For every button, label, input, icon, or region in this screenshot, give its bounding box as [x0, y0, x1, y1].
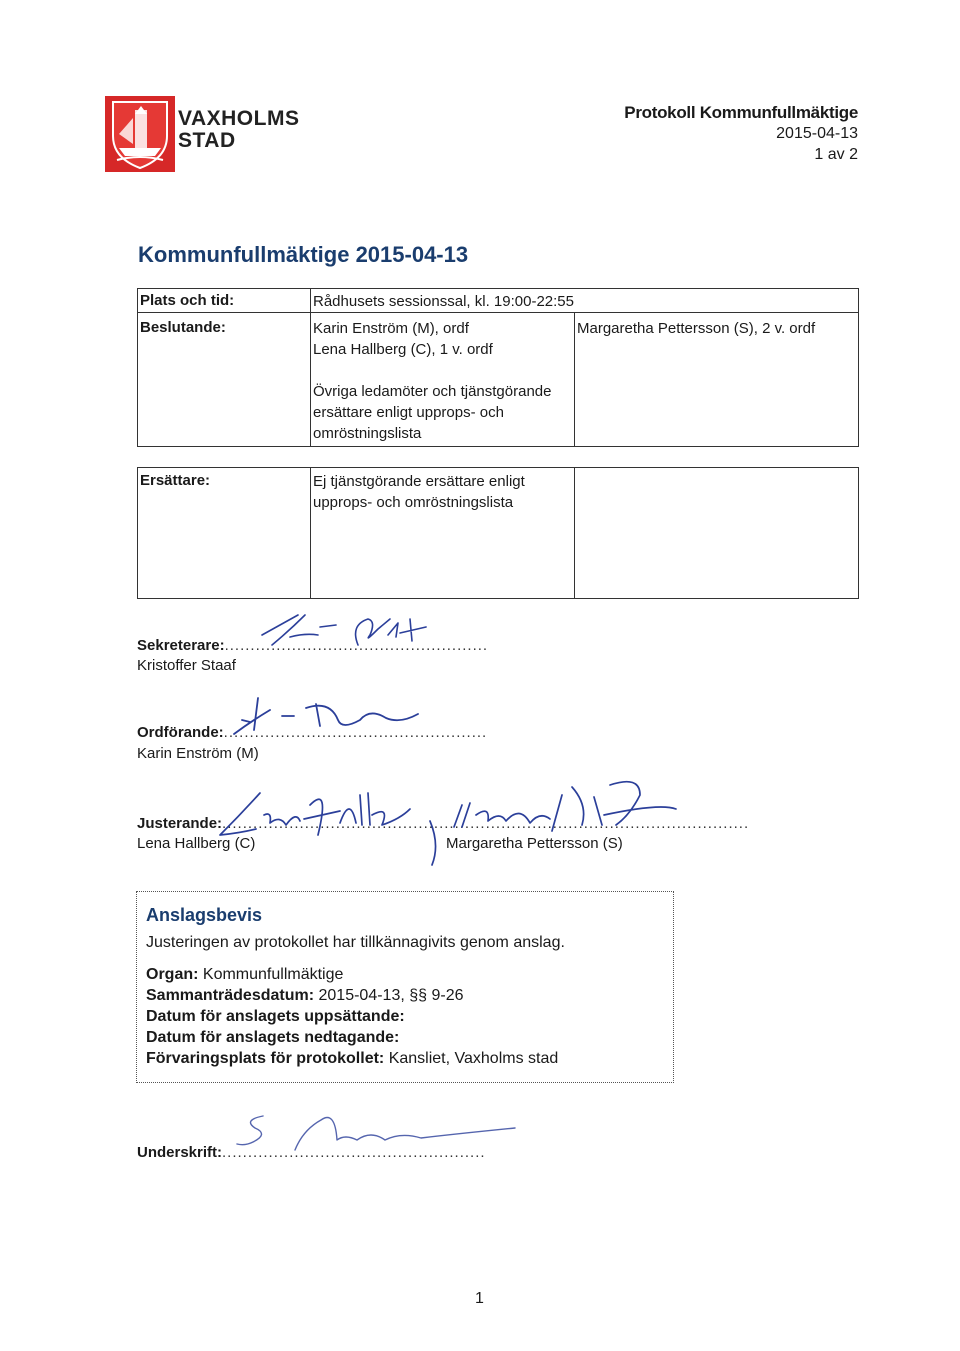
forvaring-label: Förvaringsplats för protokollet:	[146, 1050, 385, 1067]
datum-row	[146, 985, 464, 1006]
justerande-label: Justerande:	[137, 815, 223, 832]
ersattare-label: Ersättare:	[140, 472, 211, 489]
nedtagande-row	[146, 1027, 399, 1048]
ersattare-line-1: Ej tjänstgörande ersättare enligt	[313, 473, 525, 490]
table-hline	[137, 312, 859, 313]
ordforande-name: Karin Enström (M)	[137, 745, 259, 762]
ovriga-line-3: omröstningslista	[313, 425, 422, 442]
uppsattande-row	[146, 1006, 405, 1027]
plats-value: Rådhusets sessionssal, kl. 19:00-22:55	[313, 293, 574, 310]
underskrift-label: Underskrift:	[137, 1144, 223, 1161]
anslagsbevis-intro: Justeringen av protokollet har tillkännagivits genom anslag.	[146, 934, 565, 951]
ersattare-text	[313, 471, 525, 513]
organ-label: Organ:	[146, 966, 199, 983]
signature-line: ...................................................	[485, 815, 750, 832]
ersattare-vline-left	[310, 468, 311, 598]
signature-line: ...................................................	[222, 1144, 486, 1161]
signature-line: ...................................................	[222, 815, 486, 832]
beslutande-list	[313, 318, 493, 360]
ordforande-signature	[220, 690, 440, 750]
table-vline-left	[310, 289, 311, 446]
table-vline-right	[574, 313, 575, 446]
ovriga-line-2: ersättare enligt upprops- och	[313, 404, 504, 421]
beslutande-right: Margaretha Pettersson (S), 2 v. ordf	[577, 320, 816, 337]
underskrift-signature	[225, 1100, 525, 1170]
nedtagande-label: Datum för anslagets nedtagande:	[146, 1029, 400, 1046]
beslutande-line-1: Karin Enström (M), ordf	[313, 320, 469, 337]
header-date: 2015-04-13	[776, 125, 858, 142]
signature-line: ...................................................	[224, 637, 489, 654]
header-meta	[624, 102, 858, 165]
plats-label: Plats och tid:	[140, 292, 235, 309]
justerande-signatures	[200, 775, 690, 875]
sekreterare-name: Kristoffer Staaf	[137, 657, 236, 674]
sekreterare-signature	[250, 605, 440, 655]
signature-line: ...................................................	[223, 724, 488, 741]
ordforande-label: Ordförande:	[137, 724, 224, 741]
anslagsbevis-heading: Anslagsbevis	[146, 905, 263, 925]
ersattare-vline-right	[574, 468, 575, 598]
document-type: Protokoll Kommunfullmäktige	[624, 103, 858, 122]
brand-name	[178, 108, 299, 152]
page-title: Kommunfullmäktige 2015-04-13	[138, 242, 469, 267]
organ-row	[146, 964, 343, 985]
datum-value: 2015-04-13, §§ 9-26	[318, 987, 464, 1004]
brand-line-1: VAXHOLMS	[178, 107, 300, 130]
justerande-name-1: Lena Hallberg (C)	[137, 835, 256, 852]
beslutande-line-2: Lena Hallberg (C), 1 v. ordf	[313, 341, 493, 358]
beslutande-label: Beslutande:	[140, 319, 226, 336]
anslagsbevis-box	[136, 891, 674, 1083]
ersattare-line-2: upprops- och omröstningslista	[313, 494, 514, 511]
page-number: 1	[475, 1290, 484, 1307]
ovriga-text	[313, 381, 551, 444]
uppsattande-label: Datum för anslagets uppsättande:	[146, 1008, 405, 1025]
sekreterare-label: Sekreterare:	[137, 637, 225, 654]
forvaring-row	[146, 1048, 558, 1069]
vaxholm-coat-of-arms-logo	[105, 96, 175, 172]
ovriga-line-1: Övriga ledamöter och tjänstgörande	[313, 383, 552, 400]
datum-label: Sammanträdesdatum:	[146, 987, 315, 1004]
organ-value: Kommunfullmäktige	[202, 966, 344, 983]
justerande-name-2: Margaretha Pettersson (S)	[446, 835, 623, 852]
forvaring-value: Kansliet, Vaxholms stad	[388, 1050, 559, 1067]
page-count: 1 av 2	[814, 146, 858, 163]
brand-line-2: STAD	[178, 129, 236, 152]
